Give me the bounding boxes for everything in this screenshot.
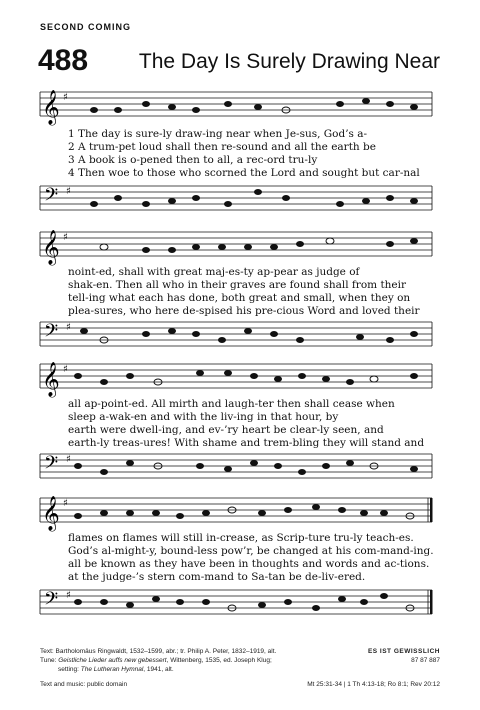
lyric-line: God’s al-might-y, bound-less pow’r, be changed at his com-mand-ing. bbox=[68, 545, 434, 557]
music-system-2 bbox=[0, 222, 480, 352]
credits bbox=[40, 647, 310, 689]
treble-staff bbox=[0, 494, 480, 534]
lyric-line: 1 The day is sure-ly draw-ing near when Je-sus, God’s a- bbox=[68, 128, 368, 140]
lyric-line: sleep a-wak-en and with the liv-ing in that hour, by bbox=[68, 411, 339, 423]
lyrics-block bbox=[68, 266, 428, 318]
section-label: SECOND COMING bbox=[40, 22, 132, 32]
lyric-line: noint-ed, shall with great maj-es-ty ap-pear as judge of bbox=[68, 266, 360, 278]
lyrics-block bbox=[68, 398, 428, 450]
svg-text:♯: ♯ bbox=[63, 232, 68, 243]
setting-credit: setting: The Lutheran Hymnal, 1941, alt. bbox=[58, 666, 174, 673]
lyric-line: at the judge-’s stern com-mand to Sa-tan be de-liv-ered. bbox=[68, 571, 366, 583]
svg-text:♯: ♯ bbox=[66, 322, 71, 333]
bass-clef-icon: 𝄢 bbox=[44, 321, 59, 346]
lyric-line: earth were dwell-ing, and ev-’ry heart be clear-ly seen, and bbox=[68, 424, 384, 436]
treble-clef-icon: 𝄞 bbox=[42, 90, 60, 125]
lyric-line: plea-sures, who here de-spised his pre-cious Word and loved their bbox=[68, 305, 420, 317]
lyric-line: tell-ing what each has done, both great and small, when they on bbox=[68, 292, 411, 304]
lyric-line: 2 A trum-pet loud shall then re-sound and all the earth be bbox=[68, 141, 376, 153]
svg-text:♯: ♯ bbox=[66, 186, 71, 197]
treble-clef-icon: 𝄞 bbox=[42, 362, 60, 397]
lyric-line: shak-en. Then all who in their graves are found shall from their bbox=[68, 279, 407, 291]
treble-clef-icon: 𝄞 bbox=[42, 230, 60, 265]
treble-staff bbox=[0, 228, 480, 268]
lyric-line: earth-ly treas-ures! With shame and trem-bling they will stand and bbox=[68, 437, 425, 449]
hymn-title: The Day Is Surely Drawing Near bbox=[138, 50, 440, 73]
svg-text:♯: ♯ bbox=[63, 364, 68, 375]
lyric-line: 3 A book is o-pened then to all, a rec-ord tru-ly bbox=[68, 154, 318, 166]
lyrics-block bbox=[68, 128, 428, 180]
bass-staff bbox=[0, 586, 480, 626]
lyric-line: all ap-point-ed. All mirth and laugh-ter then shall cease when bbox=[68, 398, 395, 410]
lyrics-block bbox=[68, 532, 434, 584]
svg-text:♯: ♯ bbox=[66, 454, 71, 465]
svg-text:♯: ♯ bbox=[66, 590, 71, 601]
rights-note: Text and music: public domain bbox=[40, 681, 128, 688]
music-system-1 bbox=[0, 82, 480, 222]
music-system-3 bbox=[0, 352, 480, 484]
bass-clef-icon: 𝄢 bbox=[44, 453, 59, 478]
lyric-line: 4 Then woe to those who scorned the Lord and sought but car-nal bbox=[68, 167, 420, 179]
lyric-line: all be known as they have been in thoughts and words and ac-tions. bbox=[68, 558, 430, 570]
text-credit: Text: Bartholomäus Ringwaldt, 1532–1599, abr.; tr. Philip A. Peter, 1832–1919, alt. bbox=[40, 648, 277, 655]
bass-clef-icon: 𝄢 bbox=[44, 589, 59, 614]
bass-staff bbox=[0, 182, 480, 222]
music-system-4 bbox=[0, 486, 480, 622]
tune-name: ES IST GEWISSLICH bbox=[367, 648, 440, 655]
tune-info bbox=[290, 647, 440, 689]
bass-staff bbox=[0, 450, 480, 490]
tune-credit: Tune: Geistliche Lieder auffs new gebessert, Wittenberg, 1535, ed. Joseph Klug; bbox=[40, 657, 272, 664]
treble-clef-icon: 𝄞 bbox=[42, 496, 60, 531]
treble-staff bbox=[0, 360, 480, 400]
svg-text:♯: ♯ bbox=[63, 92, 68, 103]
lyric-line: flames on flames will still in-crease, as Scrip-ture tru-ly teach-es. bbox=[68, 532, 414, 544]
treble-staff bbox=[0, 88, 480, 128]
meter: 87 87 887 bbox=[411, 657, 440, 664]
scripture-refs: Mt 25:31-34 | 1 Th 4:13-18; Ro 8:1; Rev 20:12 bbox=[307, 681, 440, 688]
bass-clef-icon: 𝄢 bbox=[44, 185, 59, 210]
hymn-number: 488 bbox=[38, 44, 89, 77]
svg-text:♯: ♯ bbox=[63, 498, 68, 509]
